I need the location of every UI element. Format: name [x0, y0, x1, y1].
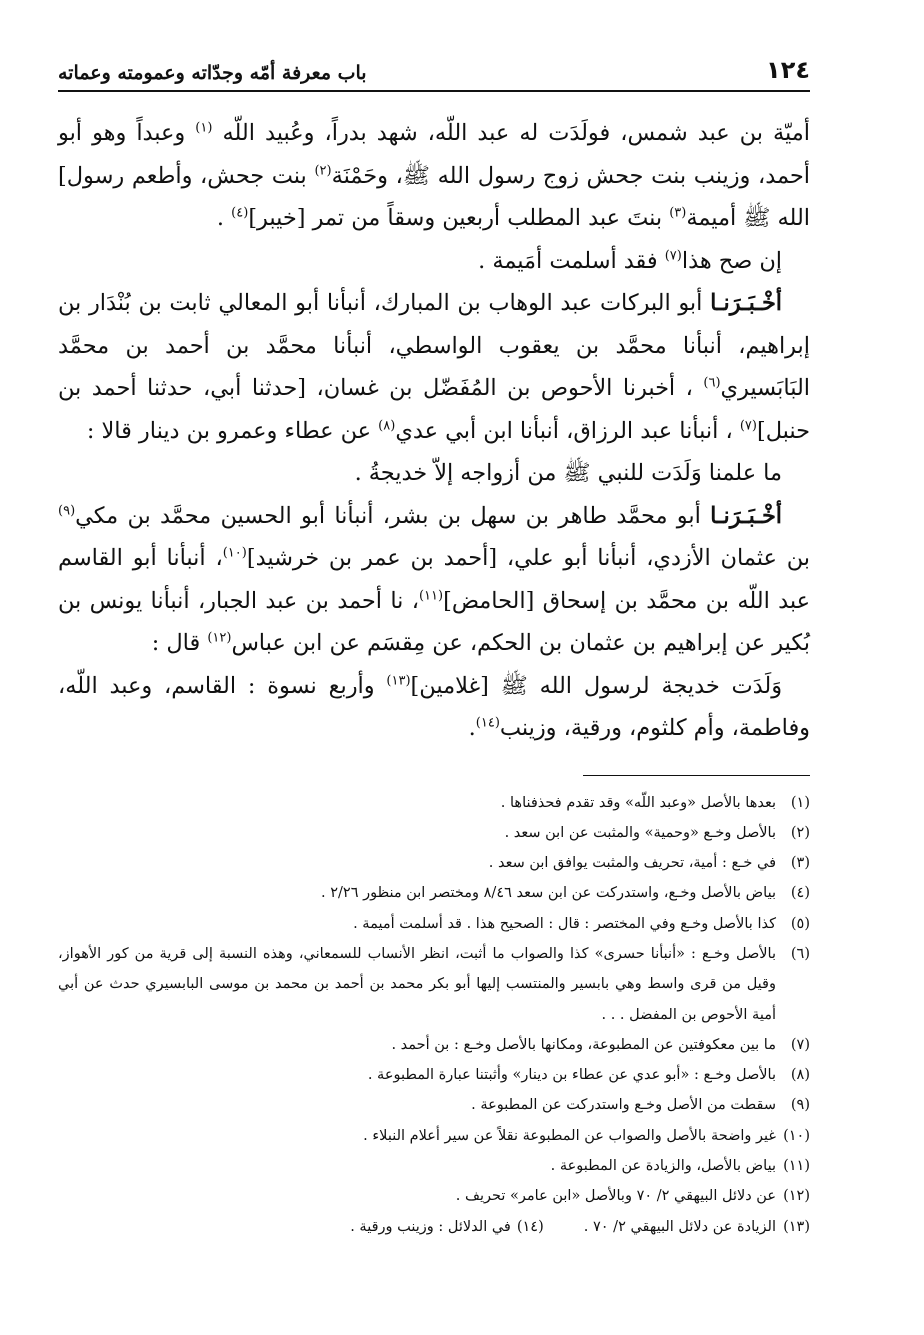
footnote [58, 1121, 810, 1151]
text-run: ما علمنا وَلَدَت للنبي ﷺ من أزواجه إلاّ خديجةُ . [354, 460, 782, 486]
footnote [58, 1030, 810, 1060]
book-page [58, 50, 810, 1242]
paragraph [58, 452, 810, 495]
text-run: بنت جحش، وأطعم رسول] الله ﷺ أميمة [58, 162, 810, 231]
footnote-text: بياض بالأصل، والزيادة عن المطبوعة . [550, 1158, 776, 1175]
footnote-number: (٤) [790, 885, 810, 902]
footnote-text: في الدلائل : وزينب ورقية . [350, 1218, 511, 1235]
footnote-number: (٢) [790, 824, 810, 841]
footnote-divider [583, 775, 810, 776]
paragraph [58, 112, 810, 240]
paragraph [58, 495, 810, 665]
text-run: ، أنبأنا أبو القاسم عبد اللّه بن محمَّد بن إسحاق [الحامض] [58, 545, 810, 614]
footnote-number: (٦) [790, 945, 810, 962]
footnote-text: ما بين معكوفتين عن المطبوعة، ومكانها بالأصل وخـع : بن أحمد . [391, 1036, 776, 1053]
paragraph [58, 282, 810, 452]
text-run: فقد أسلمت أمَيمة . [478, 247, 665, 274]
footnote-ref: (١٣) [386, 673, 411, 689]
footnote [58, 1060, 810, 1090]
text-run: عن عطاء وعمرو بن دينار قالا : [86, 417, 379, 444]
text-run: ، أخبرنا الأحوص بن المُفَضّل بن غسان، [حدثنا أبي، حدثنا أحمد بن حنبل] [58, 375, 810, 444]
footnote [58, 1181, 810, 1211]
text-run: وعبداً وهو أبو أحمد، وزينب بنت جحش زوج رسول الله ﷺ، وحَمْنَة [58, 120, 810, 189]
footnote-ref: (١٤) [475, 715, 500, 731]
footnote-number: (١٢) [783, 1188, 810, 1205]
text-run: أميّة بن عبد شمس، فولَدَت له عبد اللّه، شهد بدراً، وعُبيد اللّه [212, 120, 810, 146]
footnote [58, 818, 810, 848]
page-number: ١٢٤ [766, 56, 810, 84]
footnote [58, 848, 810, 878]
footnote-number: (٨) [790, 1067, 810, 1084]
footnote [58, 909, 810, 939]
text-run: بنتَ عبد المطلب أربعين وسقاً من تمر [خيبر] [248, 205, 670, 231]
text-run: وأربع نسوة : القاسم، وعبد اللّه، وفاطمة، وأم كلثوم، ورقية، وزينب [58, 672, 810, 741]
footnote-ref: (٨) [378, 418, 396, 434]
text-run: . [468, 715, 476, 741]
footnotes [58, 788, 810, 1242]
footnote-text: بالأصل وخـع : «أنبأنا حسرى» كذا والصواب ما أثبت، انظر الأنساب للسمعاني، وهذه النسبة إلى قرية من كور الأهواز، وقيل من قرى واسط وهي بابسير والمنتسب إليها أبو بكر محمد بن أحمد بن محمد بن موسى البابسيري حدث عن أبي أمية الأحوص بن المفضل . . . [58, 945, 776, 1023]
footnote-ref: (١) [195, 120, 213, 136]
footnote-text: في خـع : أمية، تحريف والمثبت يوافق ابن سعد . [488, 855, 776, 872]
footnote-number: (١٤) [516, 1218, 544, 1235]
footnote-ref: (٢) [314, 163, 332, 179]
footnote-text: بعدها بالأصل «وعبد اللّه» وقد تقدم فحذفناها . [500, 794, 776, 811]
footnote-ref: (٣) [669, 205, 687, 221]
running-title: باب معرفة أمّه وجدّاته وعمومته وعماته [58, 62, 367, 84]
paragraph [58, 665, 810, 750]
footnote-text: غير واضحة بالأصل والصواب عن المطبوعة نقلاً عن سير أعلام النبلاء . [363, 1127, 776, 1144]
footnote-ref: (٧) [739, 418, 757, 434]
footnote [58, 939, 810, 1030]
text-run: قال : [151, 630, 208, 656]
footnote-ref: (٩) [58, 503, 76, 519]
text-run: ، أنبأنا عبد الرزاق، أنبأنا ابن أبي عدي [395, 417, 740, 444]
footnote-number: (٥) [790, 915, 810, 932]
footnote-text: بالأصل وخـع «وحمية» والمثبت عن ابن سعد . [504, 824, 776, 841]
footnote-number: (١١) [783, 1158, 810, 1175]
isnad-lead-word: أخْـبَـرَنـا [710, 502, 782, 529]
footnote-text: سقطت من الأصل وخـع واستدركت عن المطبوعة . [471, 1097, 776, 1114]
footnote [58, 1151, 810, 1181]
footnote-ref: (٦) [703, 375, 721, 391]
text-run: . [216, 205, 232, 231]
footnote-ref: (١٠) [222, 545, 247, 561]
footnote-number: (٣) [790, 855, 810, 872]
main-text [58, 112, 810, 750]
footnote-text: بالأصل وخـع : «أبو عدي عن عطاء بن دينار» وأثبتنا عبارة المطبوعة . [367, 1067, 776, 1084]
footnote [58, 878, 810, 908]
isnad-lead-word: أخْـبَـرَنـا [710, 290, 782, 316]
footnote-ref: (٧) [664, 248, 682, 264]
footnote-ref: (٤) [231, 205, 249, 221]
footnote-number: (١٣) [783, 1218, 810, 1235]
footnote-text: الزيادة عن دلائل البيهقي ٢/ ٧٠ . [583, 1218, 776, 1235]
footnote [58, 1090, 810, 1120]
footnote-number: (٧) [790, 1036, 810, 1053]
text-run: أبو محمَّد طاهر بن سهل بن بشر، أنبأنا أبو الحسين محمَّد بن مكي [75, 502, 711, 529]
footnote-number: (١) [790, 794, 810, 811]
text-run: أبو البركات عبد الوهاب بن المبارك، أنبأنا أبو المعالي ثابت بن بُنْدَار بن إبراهيم، أنبأنا محمَّد بن يعقوب الواسطي، أنبأنا محمَّد بن أحمد بن محمَّد البَابَسيري [58, 290, 810, 401]
footnote [58, 788, 810, 818]
footnote-text: كذا بالأصل وخـع وفي المختصر : قال : الصحيح هذا . قد أسلمت أميمة . [353, 915, 776, 932]
text-run: إن صح هذا [681, 247, 782, 274]
paragraph [58, 240, 810, 283]
text-run: بن عثمان الأزدي، أنبأنا أبو علي، [أحمد بن عمر بن خرشيد] [246, 545, 810, 571]
footnote-ref: (١١) [418, 588, 444, 604]
text-run: وَلَدَت خديجة لرسول الله ﷺ [غلامين] [410, 672, 783, 699]
footnote [350, 1212, 544, 1242]
footnote-number: (٩) [790, 1097, 810, 1114]
footnote-text: بياض بالأصل وخـع، واستدركت عن ابن سعد ٨/٤٦ ومختصر ابن منظور ٢/٢٦ . [321, 885, 776, 902]
text-run: ، نا أحمد بن عبد الجبار، أنبأنا يونس بن بُكير عن إبراهيم بن عثمان بن الحكم، عن مِقسَم عن ابن عباس [58, 587, 810, 656]
footnote-number: (١٠) [783, 1127, 810, 1144]
footnote-text: عن دلائل البيهقي ٢/ ٧٠ وبالأصل «ابن عامر» تحريف . [455, 1188, 776, 1205]
footnote-pair [58, 1212, 810, 1242]
page-header [58, 50, 810, 92]
footnote-ref: (١٢) [207, 630, 232, 646]
